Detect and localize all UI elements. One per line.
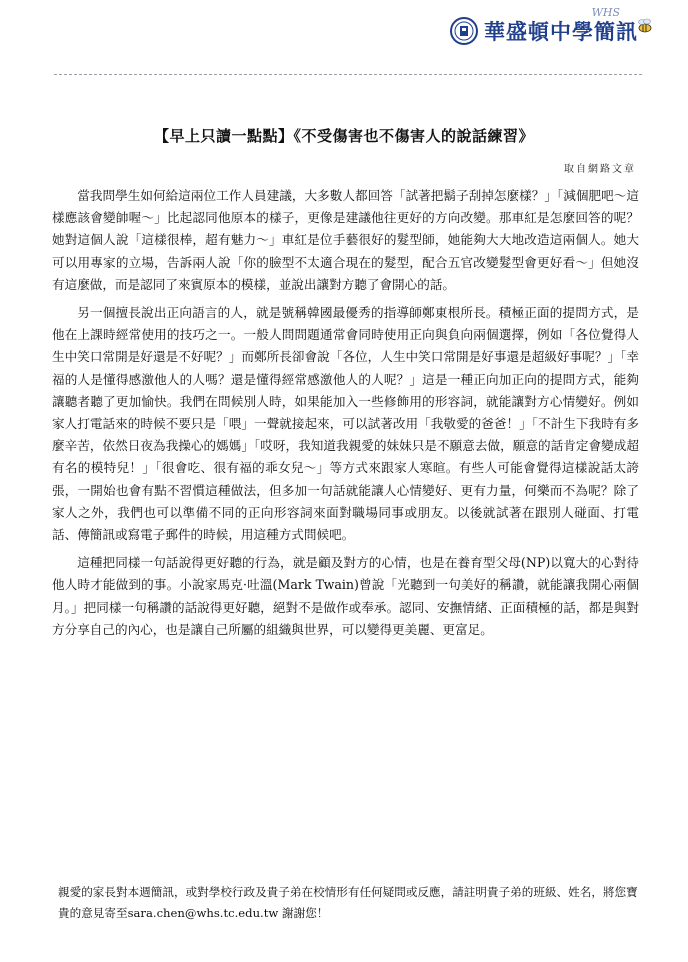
page-header [0, 0, 688, 80]
newsletter-logo [450, 6, 638, 46]
whs-mark: WHS [591, 6, 620, 19]
paragraph: 當我問學生如何給這兩位工作人員建議，大多數人都回答「試著把鬍子刮掉怎麼樣？」「減個肥吧～這樣應該會變帥喔～」比起認同他原本的樣子，更像是建議他往更好的方向改變。那車紅是怎麼回答的呢？她對這個人說「這樣很棒，超有魅力～」車紅是位手藝很好的髮型師，她能夠大大地改造這兩個人。她大可以用專家的立場，告訴兩人說「你的臉型不太適合現在的髮型，配合五官改變髮型會更好看～」但她沒有這麼做，而是認同了來賓原本的模樣，並說出讓對方聽了會開心的話。 [52, 188, 639, 292]
footer-notice: 親愛的家長對本週簡訊，或對學校行政及貴子弟在校情形有任何疑問或反應，請註明貴子弟的班級、姓名，將您寶貴的意見寄至sara.chen@whs.tc.edu.tw 謝謝您！ [58, 885, 638, 920]
paragraph: 另一個擅長說出正向語言的人，就是號稱韓國最優秀的指導師鄭東根所長。積極正面的提問方式，是他在上課時經常使用的技巧之一。一般人問問題通常會同時使用正向與負向兩個選擇，例如「各位覺得人生中笑口常開是好還是不好呢？」而鄭所長卻會說「各位，人生中笑口常開是好事還是超級好事呢？」「幸福的人是懂得感激他人的人嗎？還是懂得經常感激他人的人呢？」這是一種正向加正向的提問方式，能夠讓聽者聽了更加愉快。我們在問候別人時，如果能加入一些修飾用的形容詞，就能讓對方心情變好。例如家人打電話來的時候不要只是「喂」一聲就接起來，可以試著改用「我敬愛的爸爸！」「不計生下我時有多麼辛苦，依然日夜為我操心的媽媽」「哎呀，我知道我親愛的妹妹只是不願意去做，願意的話肯定會變成超有名的模特兒！」「很會吃、很有福的乖女兒～」等方式來跟家人寒暄。有些人可能會覺得這樣說話太誇張，一開始也會有點不習慣這種做法，但多加一句話就能讓人心情變好、更有力量，何樂而不為呢？除了家人之外，我們也可以準備不同的正向形容詞來面對職場同事或朋友。以後就試著在跟別人碰面、打電話、傳簡訊或寫電子郵件的時候，用這種方式問候吧。 [52, 305, 639, 543]
article-body [52, 185, 639, 647]
header-divider [54, 74, 642, 75]
bee-icon [634, 18, 656, 34]
paragraph: 這種把同樣一句話說得更好聽的行為，就是顧及對方的心情，也是在養育型父母(NP)以寬大的心對待他人時才能做到的事。小說家馬克·吐溫(Mark Twain)曾說「光聽到一句美好的稱讚，就能讓我開心兩個月。」把同樣一句稱讚的話說得更好聽，絕對不是做作或奉承。認同、安撫情緒、正面積極的話，都是與對方分享自己的內心，也是讓自己所屬的組織與世界，可以變得更美麗、更富足。 [52, 555, 639, 637]
newsletter-title: 華盛頓中學簡訊 [484, 20, 638, 44]
article-title: 【早上只讀一點點】《不受傷害也不傷害人的說話練習》 [153, 127, 534, 145]
school-seal-icon [450, 17, 478, 45]
article-source: 取自網路文章 [564, 164, 636, 175]
